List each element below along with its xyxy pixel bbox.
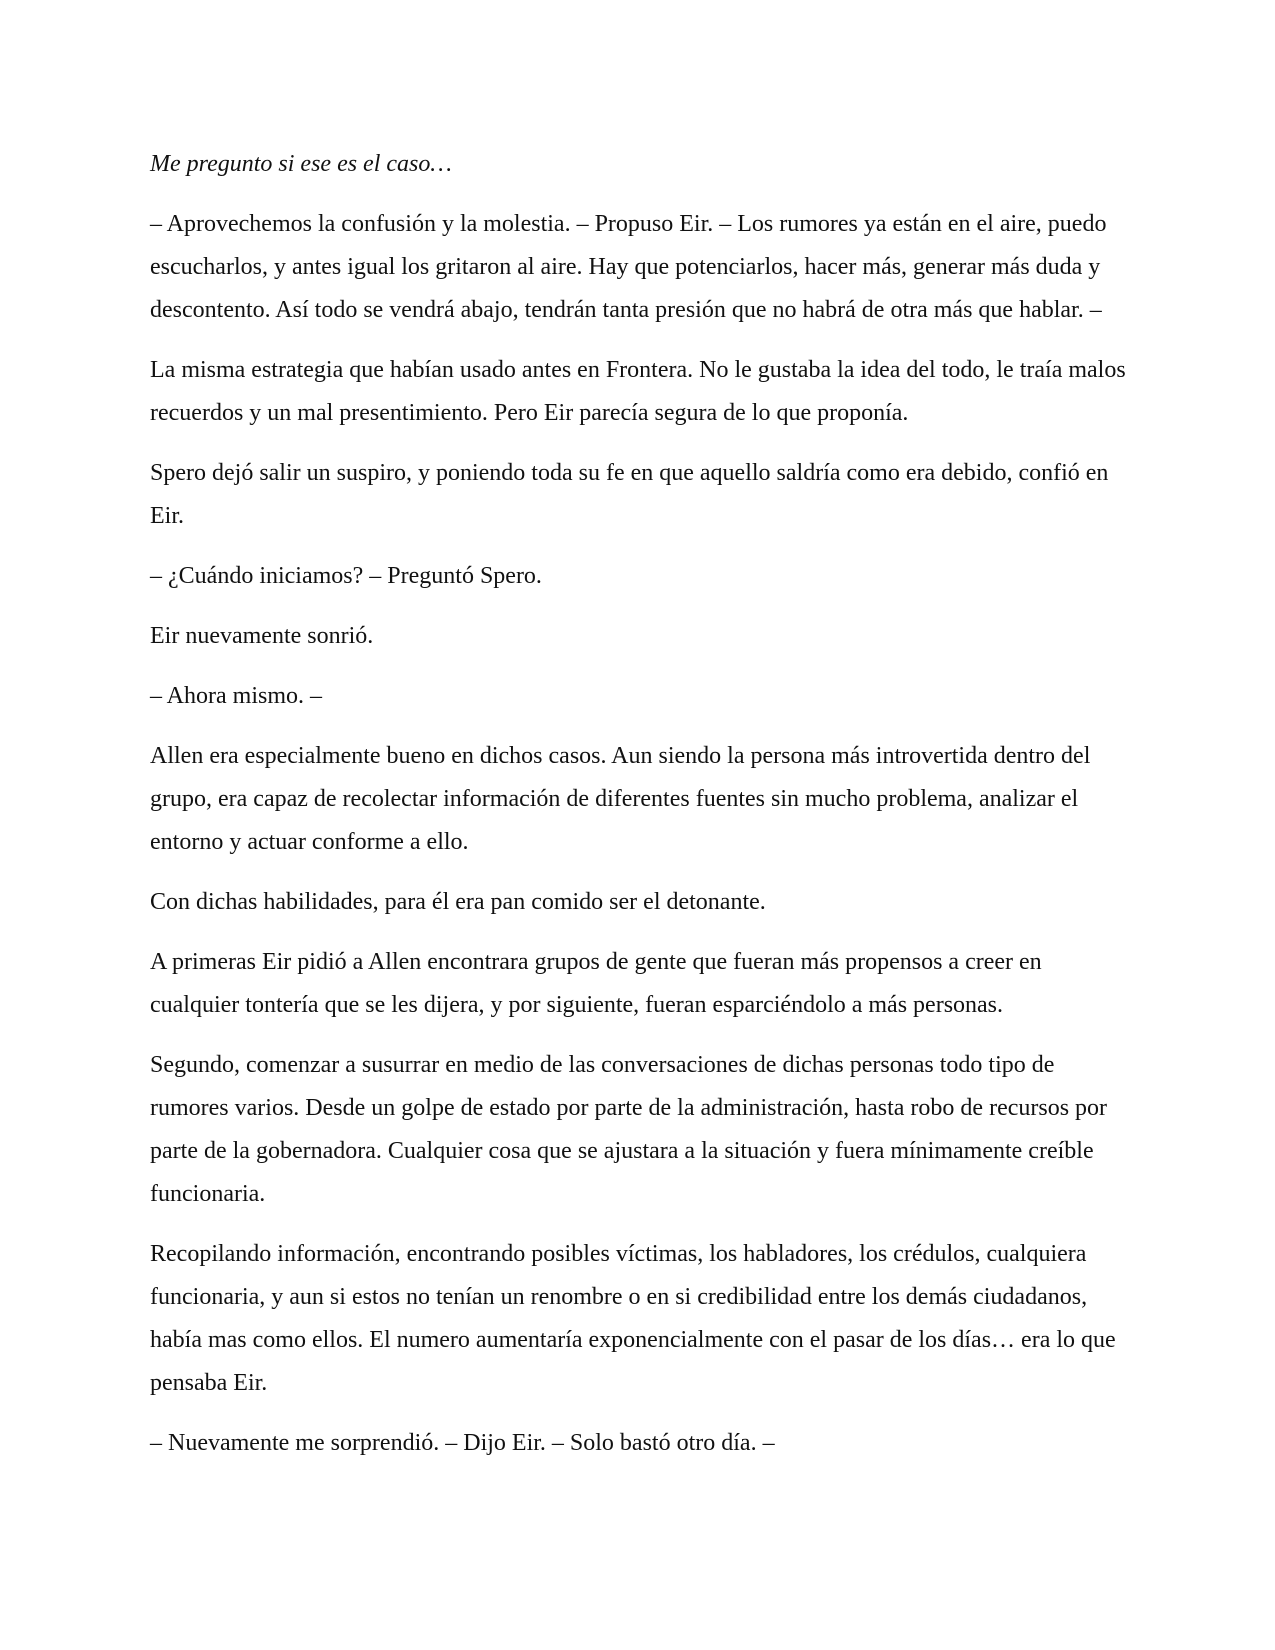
paragraph-1: Me pregunto si ese es el caso… [150,151,452,177]
paragraph-11: Segundo, comenzar a susurrar en medio de las conversaciones de dichas personas todo tipo de rumores varios. Desde un golpe de estado por parte de la administración, hasta robo de recursos por parte de la gobernadora. Cualquier cosa que se ajustara a la situación y fuera mínimamente creíble funcionaria. [150,1052,1108,1207]
paragraph-3: La misma estrategia que habían usado antes en Frontera. No le gustaba la idea del todo, le traía malos recuerdos y un mal presentimiento. Pero Eir parecía segura de lo que proponía. [150,357,1126,426]
paragraph-4: Spero dejó salir un suspiro, y poniendo toda su fe en que aquello saldría como era debido, confió en Eir. [150,460,1109,529]
paragraph-9: Con dichas habilidades, para él era pan comido ser el detonante. [150,889,766,915]
paragraph-2: – Aprovechemos la confusión y la molestia. – Propuso Eir. – Los rumores ya están en el aire, puedo escucharlos, y antes igual los gritaron al aire. Hay que potenciarlos, hacer más, generar más duda y descontento. Así todo se vendrá abajo, tendrán tanta presión que no habrá de otra más que hablar. – [150,211,1107,323]
document-body [150,143,1130,1482]
paragraph-6: Eir nuevamente sonrió. [150,623,374,649]
paragraph-12: Recopilando información, encontrando posibles víctimas, los habladores, los crédulos, cualquiera funcionaria, y aun si estos no tenían un renombre o en si credibilidad entre los demás ciudadanos, había mas como ellos. El numero aumentaría exponencialmente con el pasar de los días… era lo que pensaba Eir. [150,1241,1116,1396]
paragraph-13: – Nuevamente me sorprendió. – Dijo Eir. – Solo bastó otro día. – [150,1430,775,1456]
paragraph-5: – ¿Cuándo iniciamos? – Preguntó Spero. [150,563,542,589]
paragraph-10: A primeras Eir pidió a Allen encontrara grupos de gente que fueran más propensos a creer en cualquier tontería que se les dijera, y por siguiente, fueran esparciéndolo a más personas. [150,949,1042,1018]
paragraph-7: – Ahora mismo. – [150,683,322,709]
paragraph-8: Allen era especialmente bueno en dichos casos. Aun siendo la persona más introvertida dentro del grupo, era capaz de recolectar información de diferentes fuentes sin mucho problema, analizar el entorno y actuar conforme a ello. [150,743,1091,855]
